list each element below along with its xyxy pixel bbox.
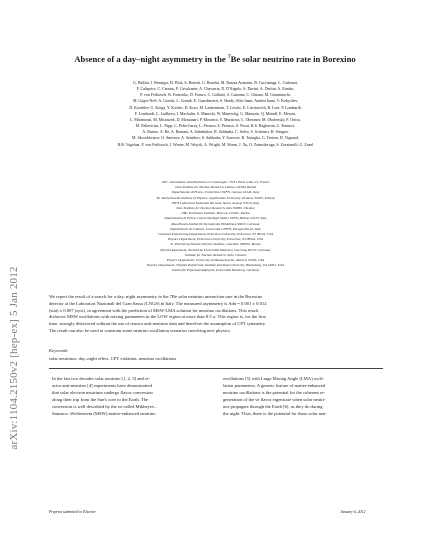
title-text-after: Be solar neutrino rate in Borexino: [230, 54, 356, 64]
body-line: conversion is well described by the so-called Mikheyev–: [52, 403, 157, 409]
affiliation: Institute for Nuclear Research, Kyiv, Ukraine: [184, 252, 247, 257]
abstract-line: disfavors MSW oscillations with mixing parameters in the LOW region at more than 8.5 σ. This region is, for the first: [49, 314, 266, 320]
body-line: generation of the νe flavor eigenstate when solar neutri-: [223, 396, 326, 402]
affiliation: INFN Laboratori Nazionali del Gran Sasso, Assergi 67010, Italy: [171, 200, 260, 205]
author-line: L. Miramonti, M. Misiaszek, D. Montanari, P. Mosteiro, V. Muratova, L. Oberauer, M. Obolensky, F. Ortica,: [130, 116, 301, 122]
abstract-line: We report the result of a search for a day–night asymmetry in the 7Be solar neutrino interaction rate in the Borexino: [49, 294, 263, 299]
author-line: D. Korablev, G. Korga, Y. Koshio, D. Kryn, M. Laubenstein, T. Lewke, E. Litvinovich, B. Loer, P. Lombardi,: [129, 104, 302, 110]
arxiv-identifier: [6, 208, 22, 508]
body-column-left: [52, 376, 212, 417]
affiliation: Physics Department, Princeton University, Princeton, NJ 08544, USA: [167, 237, 263, 242]
author-line: G. Bellini, J. Benziger, D. Bick, S. Bonetti, G. Bonfini, M. Buizza Avanzini, B. Caccianiga, L. Cadonati,: [133, 80, 298, 85]
author-line: M. Göger-Neff, A. Goretti, L. Grandi, E. Guardincerri, S. Hardy, Aldo Ianni, Andrea Ianni, V. Kobychev,: [132, 98, 299, 104]
author-line: F. Calaprice, C. Carraro, P. Cavalcante, A. Chavarria, D. D'Angelo, S. Davini, A. Derbin, A. Etenko,: [136, 86, 295, 92]
abstract-line: The result can also be used to constrain some neutrino oscillation scenarios involving new physics.: [49, 327, 231, 333]
title-superscript: 7: [227, 54, 231, 61]
body-line: neutrino oscillations is the potential for the coherent re-: [223, 389, 326, 395]
body-line: In the last two decades solar neutrino [1, 2, 3] and re-: [52, 376, 151, 381]
preprint-note: Preprint submitted to Elsevier: [49, 510, 96, 514]
body-line: lation parameters. A generic feature of matter-enhanced: [223, 382, 326, 388]
affiliation: NRC Kurchatov Institute, Moscow 123182, Russia: [181, 211, 250, 216]
body-line: actor anti-neutrino [4] experiments have demonstrated: [52, 382, 152, 388]
abstract-line: time, strongly disfavored without the use of reactor anti-neutrino data and therefore the assumption of CPT symmetry.: [49, 321, 267, 326]
body-line: nos propagate through the Earth [6], as they do during: [223, 403, 323, 409]
body-line: oscillations [5] with Large Mixing Angle (LMA) oscil-: [223, 376, 325, 381]
affiliation: Physik Department, Technische Universität München, Garching 85747, Germany: [160, 247, 271, 252]
author-line: R.B. Vogelaar, F. von Feilitzsch, J. Winter, M. Wojcik, A. Wright, M. Wurm, J. Xu, O. Zaimidoroga, S. Zavatarelli, G. Zuzel: [117, 141, 314, 147]
author-line: M. Pallavicini, L. Papp, C. Peña-Garay, L. Perasso, S. Perasso, A. Pocar, R.S. Raghavan, G. Ranucci,: [135, 123, 296, 129]
affiliation: Dipartimento di Fisica, Università e INFN, Genova 16146, Italy: [171, 190, 260, 195]
affiliation: Max-Planck-Institut für Kernphysik, Heidelberg 69029, Germany: [171, 221, 260, 226]
affiliation: Institut für Experimentalphysik, Universität Hamburg, Germany: [171, 268, 260, 273]
affiliation: Dipartimento di Chimica, Università e INFN, Perugia 06123, Italy: [170, 226, 261, 231]
affiliation: St. Petersburg Nuclear Physics Institute, Gatchina 188350, Russia: [170, 242, 261, 247]
abstract: [49, 294, 383, 335]
body-line: that solar electron neutrinos undergo flavor conversion: [52, 389, 153, 395]
affiliation: Dipartimento di Fisica, Università degli Studi e INFN, Milano 20133, Italy: [164, 216, 267, 221]
body-line: along their trip from the Sun's core to the Earth. The: [52, 396, 149, 402]
author-line: M. Skorokhvatov, O. Smirnov, A. Sotnikov, S. Sukhotin, Y. Suvorov, R. Tartaglia, G. Testera, D. Vignaud,: [132, 135, 299, 141]
keywords: solar neutrinos, day–night effect, CPT violation, neutrino oscillations: [49, 356, 177, 361]
affiliation: Kiev Institute for Nuclear Research, Kiev 06380, Ukraine: [176, 206, 255, 211]
affiliation: M. Smoluchowski Institute of Physics, Jagiellonian University, Krakow, 30059, Poland: [156, 195, 275, 200]
keywords-heading: Keywords:: [49, 348, 69, 353]
abstract-line: (stat) ± 0.007 (syst), in agreement with the prediction of MSW-LMA solution for neutrino oscillations. This result: [49, 307, 258, 313]
author-line: F. von Feilitzsch, K. Fomenko, D. Franco, C. Galbiati, S. Gazzana, C. Ghiano, M. Giammarchi,: [140, 92, 291, 98]
affiliation: APC, Laboratoire AstroParticule et Cosmologie, 75231 Paris cedex 13, France: [161, 180, 270, 184]
affiliation-list: [38, 180, 393, 274]
affiliation: Chemical Engineering Department, Princeton University, Princeton, NJ 08544, USA: [157, 232, 274, 237]
author-list: [38, 80, 393, 148]
affiliation: Physics Department, Virginia Polytechnic Institute and State University, Blacksburg, VA 24061, USA: [147, 263, 284, 268]
affiliation: Physics Department, University of Massachusetts, Amherst 01003, USA: [166, 258, 265, 263]
body-line: Smirnov–Wolfenstein (MSW) matter-enhanced neutrino: [52, 410, 156, 416]
section-divider: [49, 368, 383, 369]
preprint-date: January 6, 2012: [340, 510, 366, 514]
affiliation: Joint Institute for Nuclear Research, Dubna 141980, Russia: [174, 185, 257, 190]
title-text-before: Absence of a day–night asymmetry in the: [74, 54, 228, 64]
author-line: F. Lombardi, L. Ludhova, I. Machulin, S. Manecki, W. Maneschg, G. Manuzio, Q. Meindl, E. Meroni,: [134, 110, 297, 116]
abstract-line: detector at the Laboratori Nazionali del Gran Sasso (LNGS) in Italy. The measured asymmetry is Adn = 0.001 ± 0.012: [49, 300, 267, 306]
body-line: the night. Thus, there is the potential for these solar neu-: [223, 410, 327, 416]
author-line: A. Razeto, A. Re, A. Romani, A. Sabelnikov, R. Saldanha, C. Salvo, S. Schönert, H. Simgen,: [142, 129, 289, 135]
arxiv-identifier-text: arXiv:1104.2150v2 [hep-ex] 5 Jan 2012: [8, 266, 20, 450]
paper-title: [40, 54, 390, 64]
body-column-right: [223, 376, 383, 417]
